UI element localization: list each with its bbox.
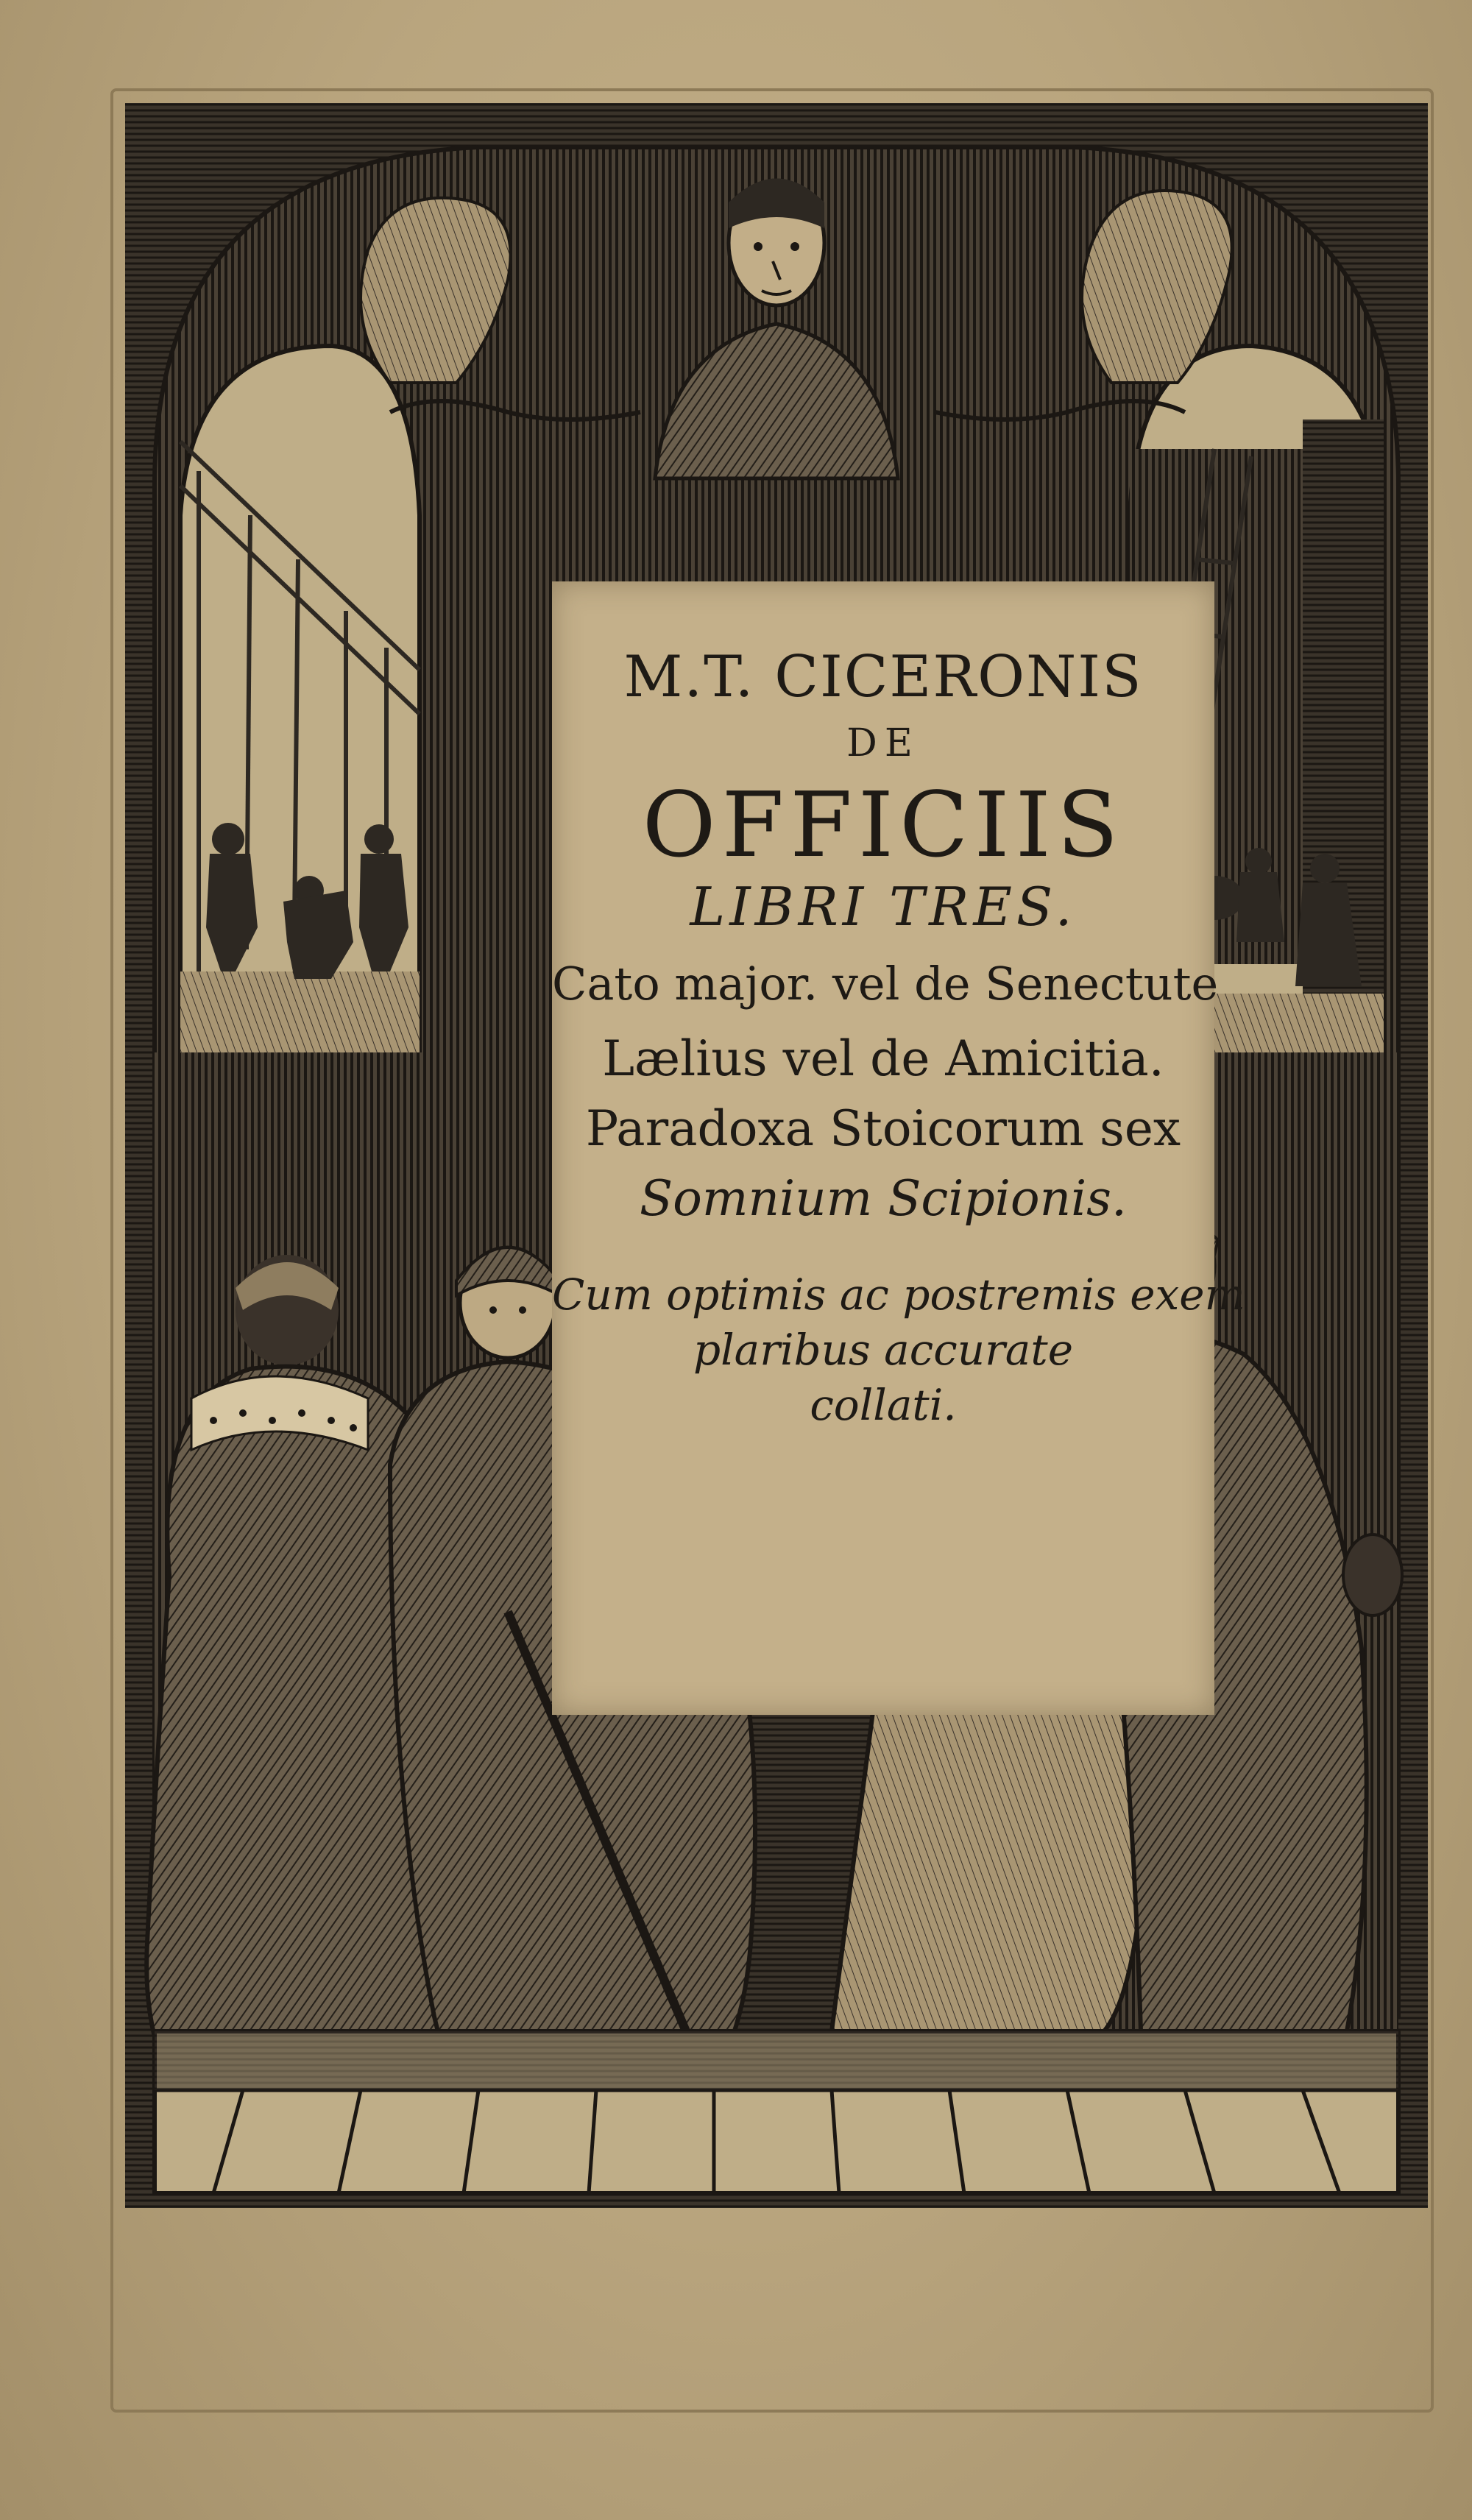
note-line-3: collati. <box>810 1380 957 1430</box>
title-de: DE <box>846 721 920 765</box>
engraved-frontispiece <box>125 103 1428 2208</box>
author-heading: M.T. CICERONIS <box>623 644 1143 710</box>
note-line-2: plaribus accurate <box>693 1325 1074 1375</box>
lower-blank-margin <box>125 2215 1420 2399</box>
contents-line-cato: Cato major. vel de Senectute <box>552 957 1219 1011</box>
contents-line-somnium: Somnium Scipionis. <box>639 1170 1128 1227</box>
libri-tres-line: LIBRI TRES. <box>690 876 1077 938</box>
work-title: OFFICIIS <box>642 773 1125 877</box>
contents-line-paradoxa: Paradoxa Stoicorum sex <box>585 1100 1181 1157</box>
title-cartouche <box>552 581 1245 1715</box>
contents-line-laelius: Lælius vel de Amicitia. <box>602 1030 1164 1087</box>
note-line-1: Cum optimis ac postremis exem <box>552 1270 1245 1320</box>
